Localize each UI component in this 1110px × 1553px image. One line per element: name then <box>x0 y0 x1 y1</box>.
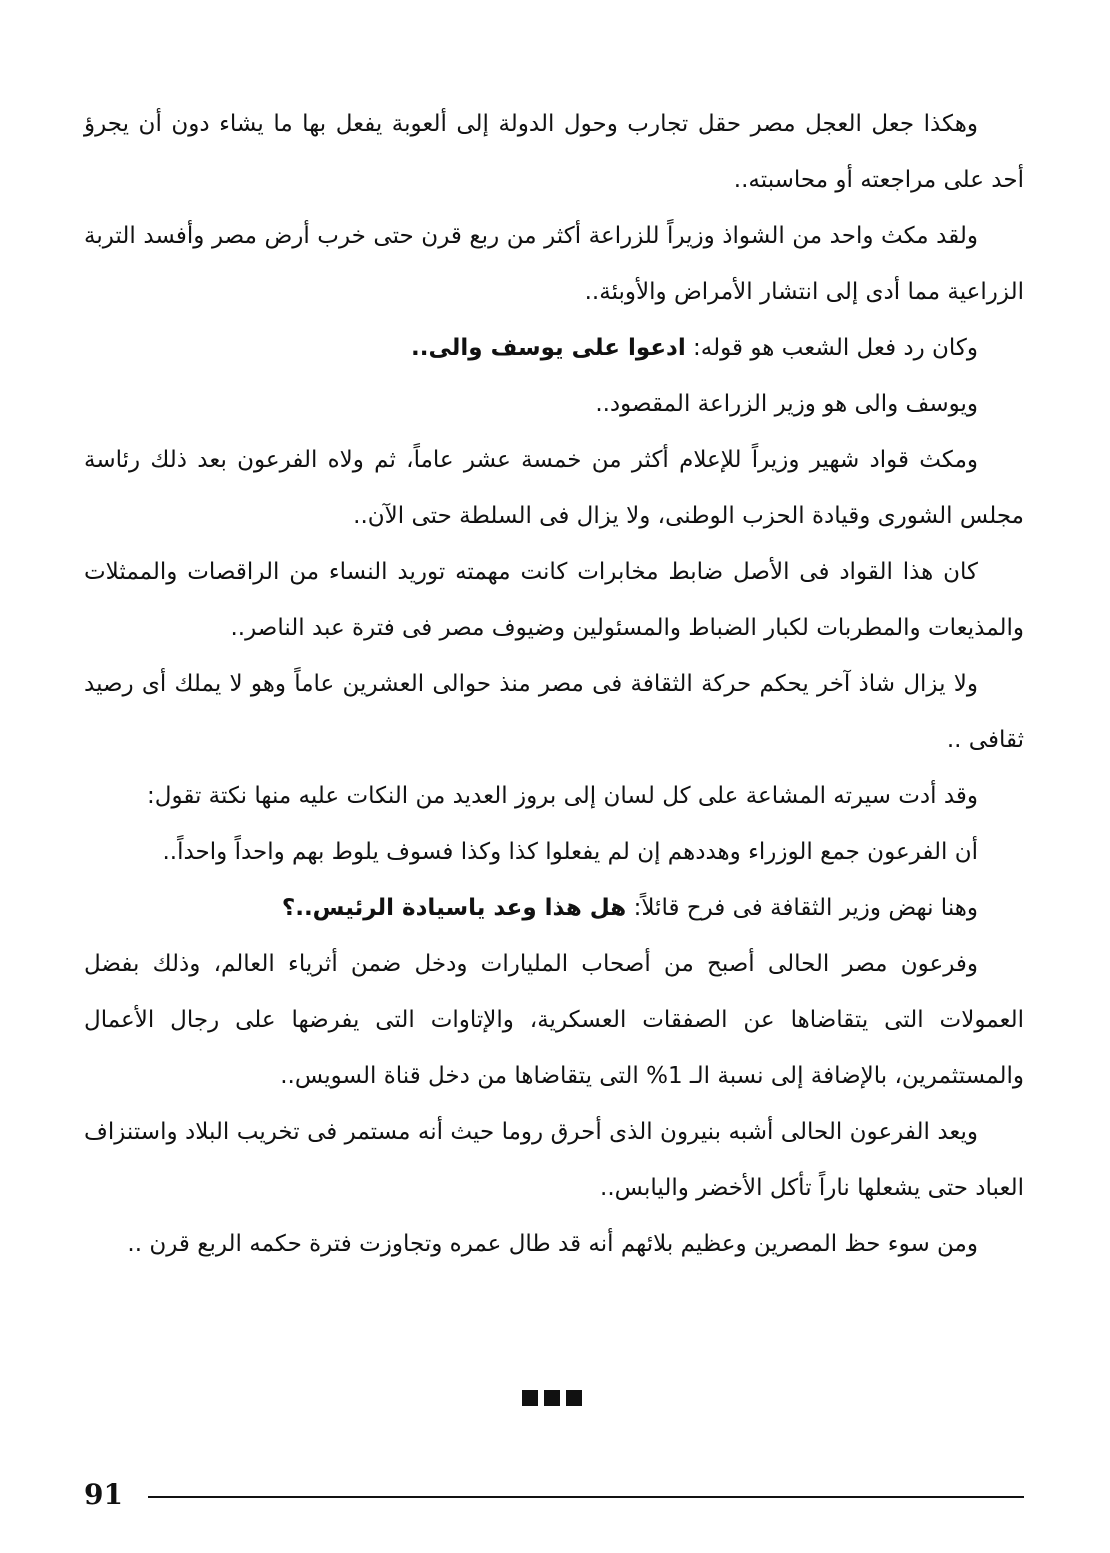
paragraph-10 <box>84 880 1024 936</box>
separator-square-icon <box>566 1390 582 1406</box>
footer-rule <box>148 1496 1024 1498</box>
paragraph-11: وفرعون مصر الحالى أصبح من أصحاب المليارات ودخل ضمن أثرياء العالم، وذلك بفضل العمولات التى يتقاضاها عن الصفقات العسكرية، والإتاوات التى يفرضها على رجال الأعمال والمستثمرين، بالإضافة إلى نسبة الـ 1% التى يتقاضاها من دخل قناة السويس.. <box>84 951 1024 1089</box>
paragraph-13: ومن سوء حظ المصرين وعظيم بلائهم أنه قد طال عمره وتجاوزت فترة حكمه الربع قرن .. <box>127 1231 978 1257</box>
page-body <box>84 96 1024 1272</box>
paragraph-10-text: وهنا نهض وزير الثقافة فى فرح قائلاً: <box>626 895 978 921</box>
paragraph-3-bold: ادعوا على يوسف والى.. <box>411 335 686 361</box>
separator-square-icon <box>522 1390 538 1406</box>
paragraph-12: ويعد الفرعون الحالى أشبه بنيرون الذى أحرق روما حيث أنه مستمر فى تخريب البلاد واستنزاف العباد حتى يشعلها ناراً تأكل الأخضر واليابس.. <box>84 1119 1024 1201</box>
paragraph-3-text: وكان رد فعل الشعب هو قوله: <box>685 335 978 361</box>
paragraph-7: ولا يزال شاذ آخر يحكم حركة الثقافة فى مصر منذ حوالى العشرين عاماً وهو لا يملك أى رصيد ثقافى .. <box>84 671 1024 753</box>
section-separator <box>522 1390 582 1406</box>
paragraph-10-bold: هل هذا وعد ياسيادة الرئيس..؟ <box>281 895 627 921</box>
paragraph-9: أن الفرعون جمع الوزراء وهددهم إن لم يفعلوا كذا وكذا فسوف يلوط بهم واحداً واحداً.. <box>162 839 978 865</box>
paragraph-2: ولقد مكث واحد من الشواذ وزيراً للزراعة أكثر من ربع قرن حتى خرب أرض مصر وأفسد التربة الزراعية مما أدى إلى انتشار الأمراض والأوبئة.. <box>84 223 1024 305</box>
paragraph-8: وقد أدت سيرته المشاعة على كل لسان إلى بروز العديد من النكات عليه منها نكتة تقول: <box>146 783 978 809</box>
paragraph-4: ويوسف والى هو وزير الزراعة المقصود.. <box>595 391 978 417</box>
paragraph-1: وهكذا جعل العجل مصر حقل تجارب وحول الدولة إلى ألعوبة يفعل بها ما يشاء دون أن يجرؤ أحد على مراجعته أو محاسبته.. <box>84 111 1024 193</box>
paragraph-3 <box>84 320 1024 376</box>
paragraph-6: كان هذا القواد فى الأصل ضابط مخابرات كانت مهمته توريد النساء من الراقصات والممثلات والمذيعات والمطربات لكبار الضباط والمسئولين وضيوف مصر فى فترة عبد الناصر.. <box>84 559 1024 641</box>
separator-square-icon <box>544 1390 560 1406</box>
page-number: 91 <box>84 1478 123 1511</box>
paragraph-5: ومكث قواد شهير وزيراً للإعلام أكثر من خمسة عشر عاماً، ثم ولاه الفرعون بعد ذلك رئاسة مجلس الشورى وقيادة الحزب الوطنى، ولا يزال فى السلطة حتى الآن.. <box>84 447 1024 529</box>
